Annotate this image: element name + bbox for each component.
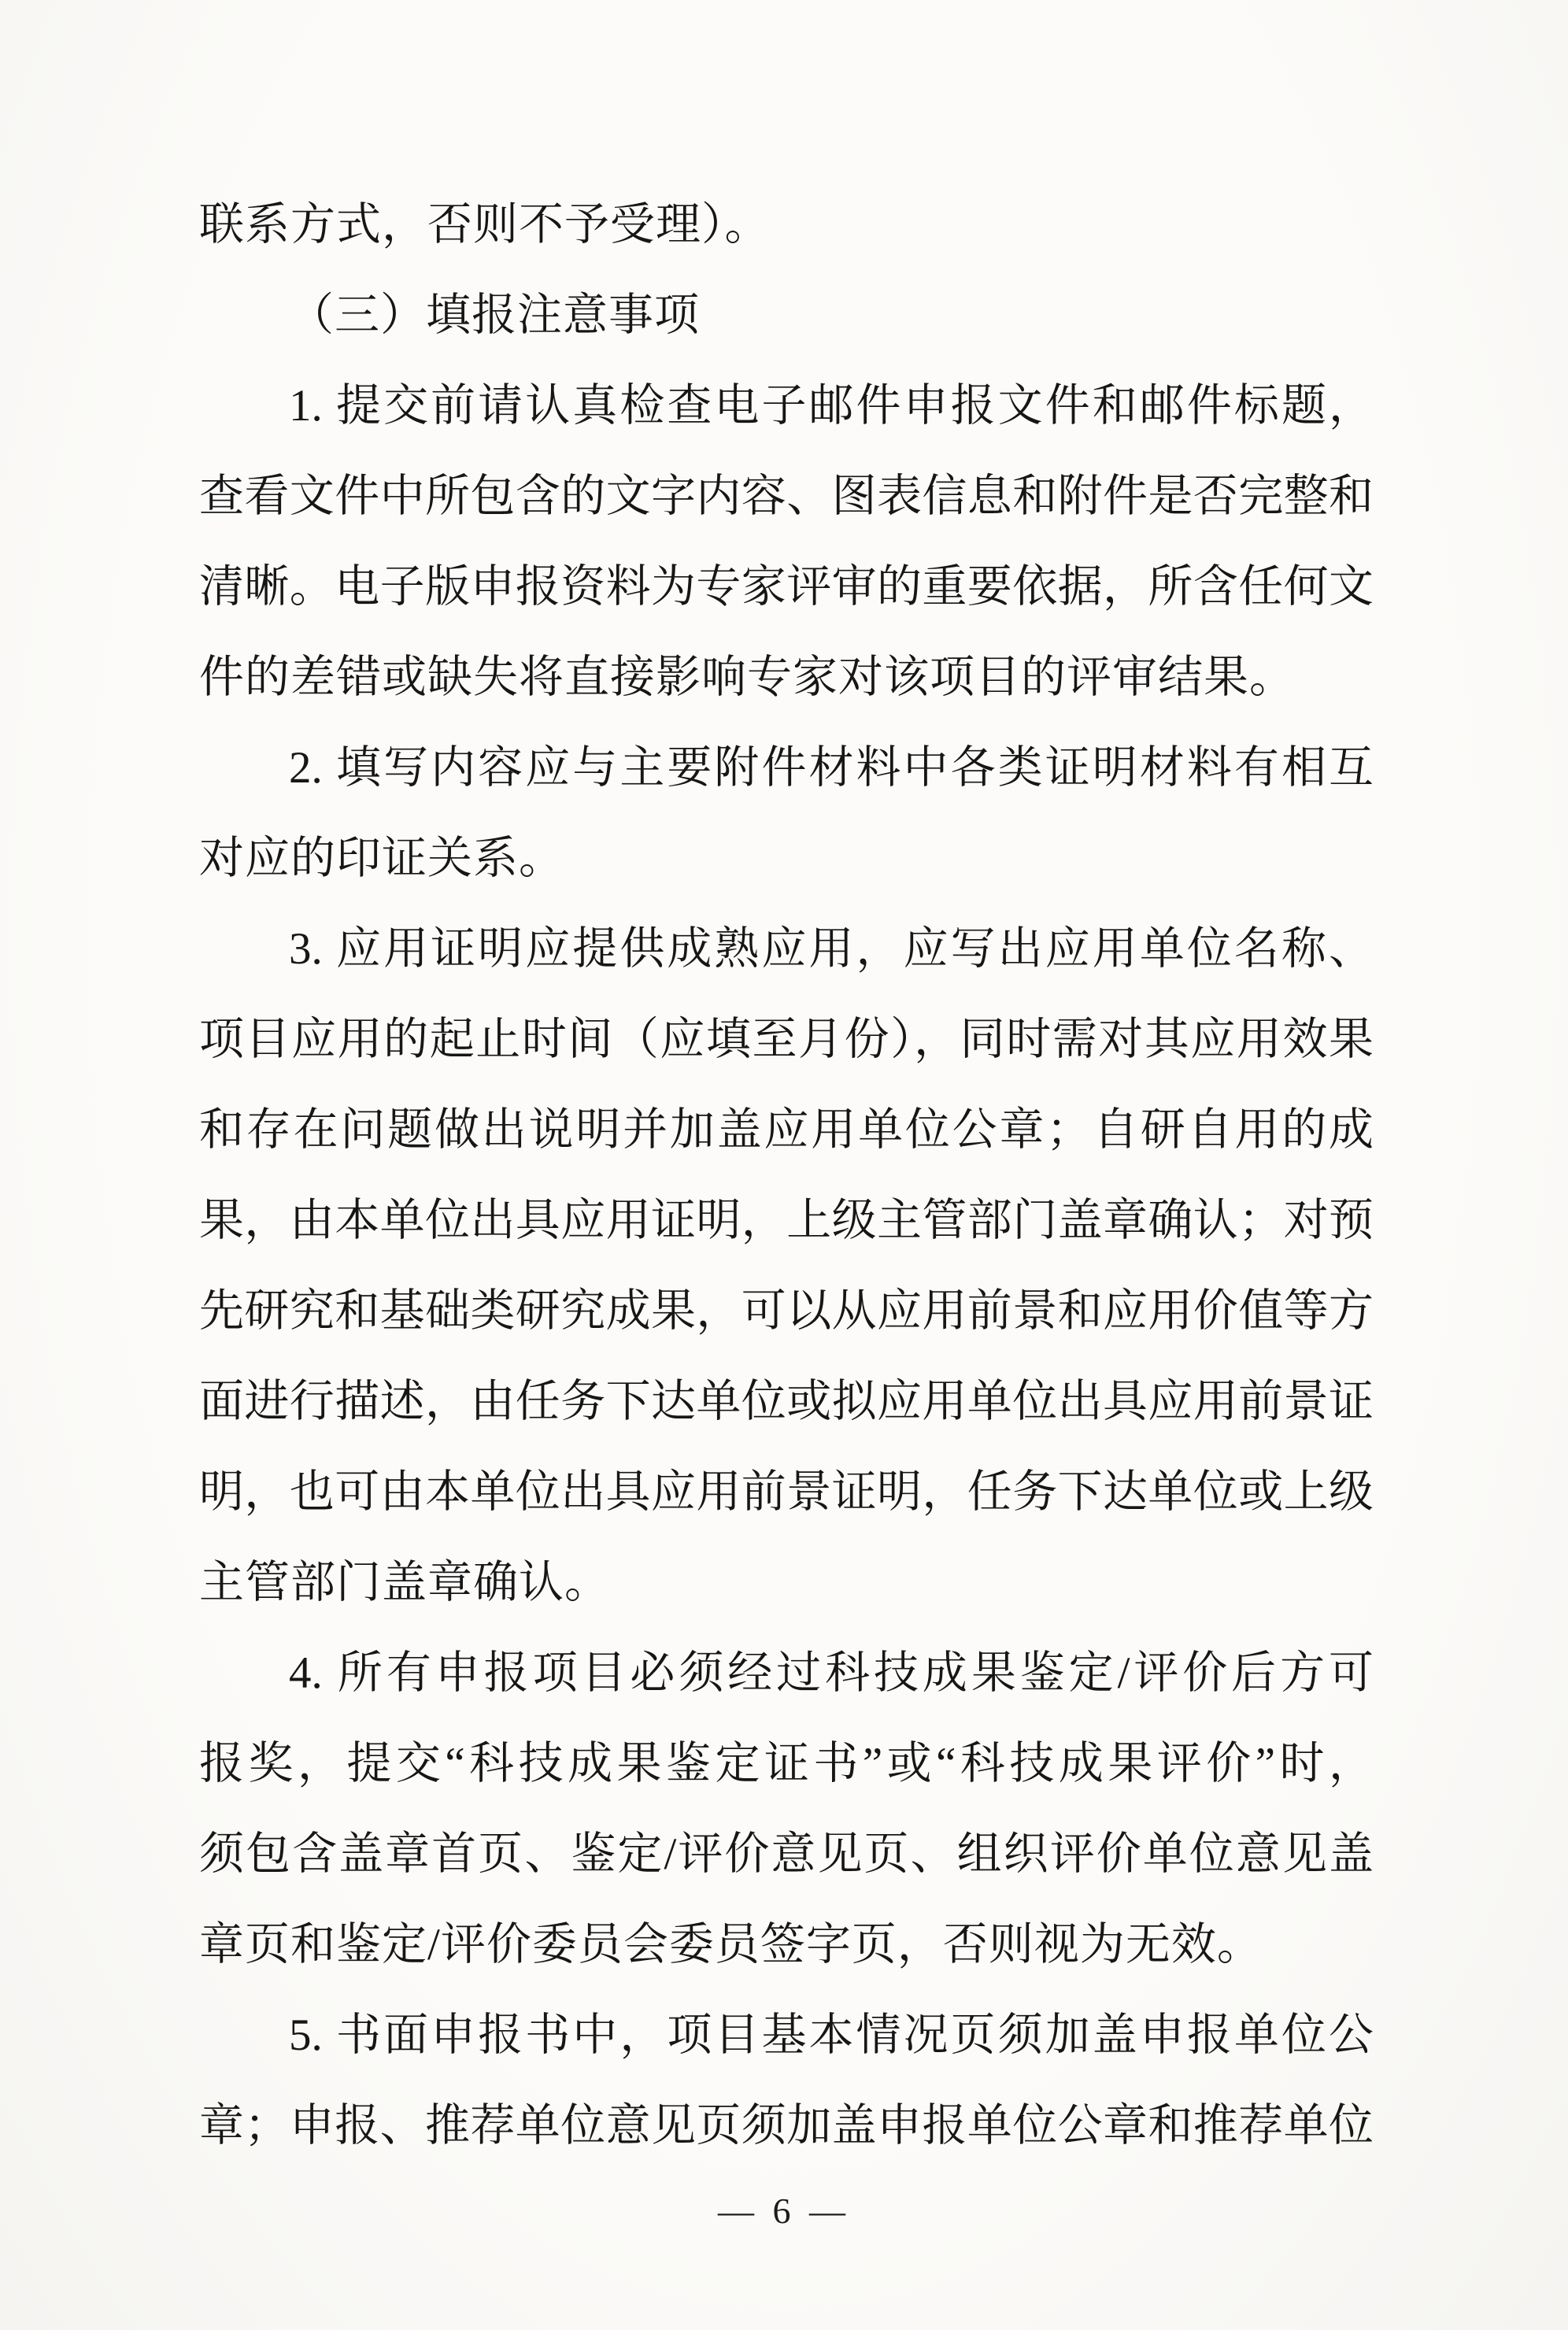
text-line: 对应的印证关系。 [199,834,564,883]
text-line: 和存在问题做出说明并加盖应用单位公章；自研自用的成 [199,1105,1374,1155]
text-line: 4. 所有申报项目必须经过科技成果鉴定/评价后方可 [289,1648,1374,1698]
page-number: — 6 — [718,2191,850,2231]
text-line: 项目应用的起止时间（应填至月份），同时需对其应用效果 [199,1015,1374,1064]
text-line: 果，由本单位出具应用证明，上级主管部门盖章确认；对预 [199,1196,1374,1245]
text-line: 明，也可由本单位出具应用前景证明，任务下达单位或上级 [199,1467,1374,1517]
text-line: 章页和鉴定/评价委员会委员签字页，否则视为无效。 [199,1920,1263,1969]
text-line: 2. 填写内容应与主要附件材料中各类证明材料有相互 [289,743,1374,793]
text-line: 3. 应用证明应提供成熟应用，应写出应用单位名称、 [289,924,1374,974]
text-line: 清晰。电子版申报资料为专家评审的重要依据，所含任何文 [199,562,1374,612]
text-line: 先研究和基础类研究成果，可以从应用前景和应用价值等方 [199,1286,1374,1336]
text-line: 须包含盖章首页、鉴定/评价意见页、组织评价单位意见盖 [199,1829,1374,1879]
page-body-text [199,179,1374,2171]
text-line: 报奖，提交“科技成果鉴定证书”或“科技成果评价”时， [199,1739,1374,1788]
section-heading: （三）填报注意事项 [289,290,700,340]
text-line: 件的差错或缺失将直接影响专家对该项目的评审结果。 [199,653,1295,702]
text-line: 1. 提交前请认真检查电子邮件申报文件和邮件标题， [289,381,1374,431]
text-line: 面进行描述，由任务下达单位或拟应用单位出具应用前景证 [199,1377,1374,1426]
text-line: 联系方式，否则不予受理）。 [199,200,771,250]
text-line: 主管部门盖章确认。 [199,1558,610,1607]
text-line: 章；申报、推荐单位意见页须加盖申报单位公章和推荐单位 [199,2101,1374,2151]
text-line: 5. 书面申报书中，项目基本情况页须加盖申报单位公 [289,2010,1374,2060]
text-line: 查看文件中所包含的文字内容、图表信息和附件是否完整和 [199,472,1374,521]
